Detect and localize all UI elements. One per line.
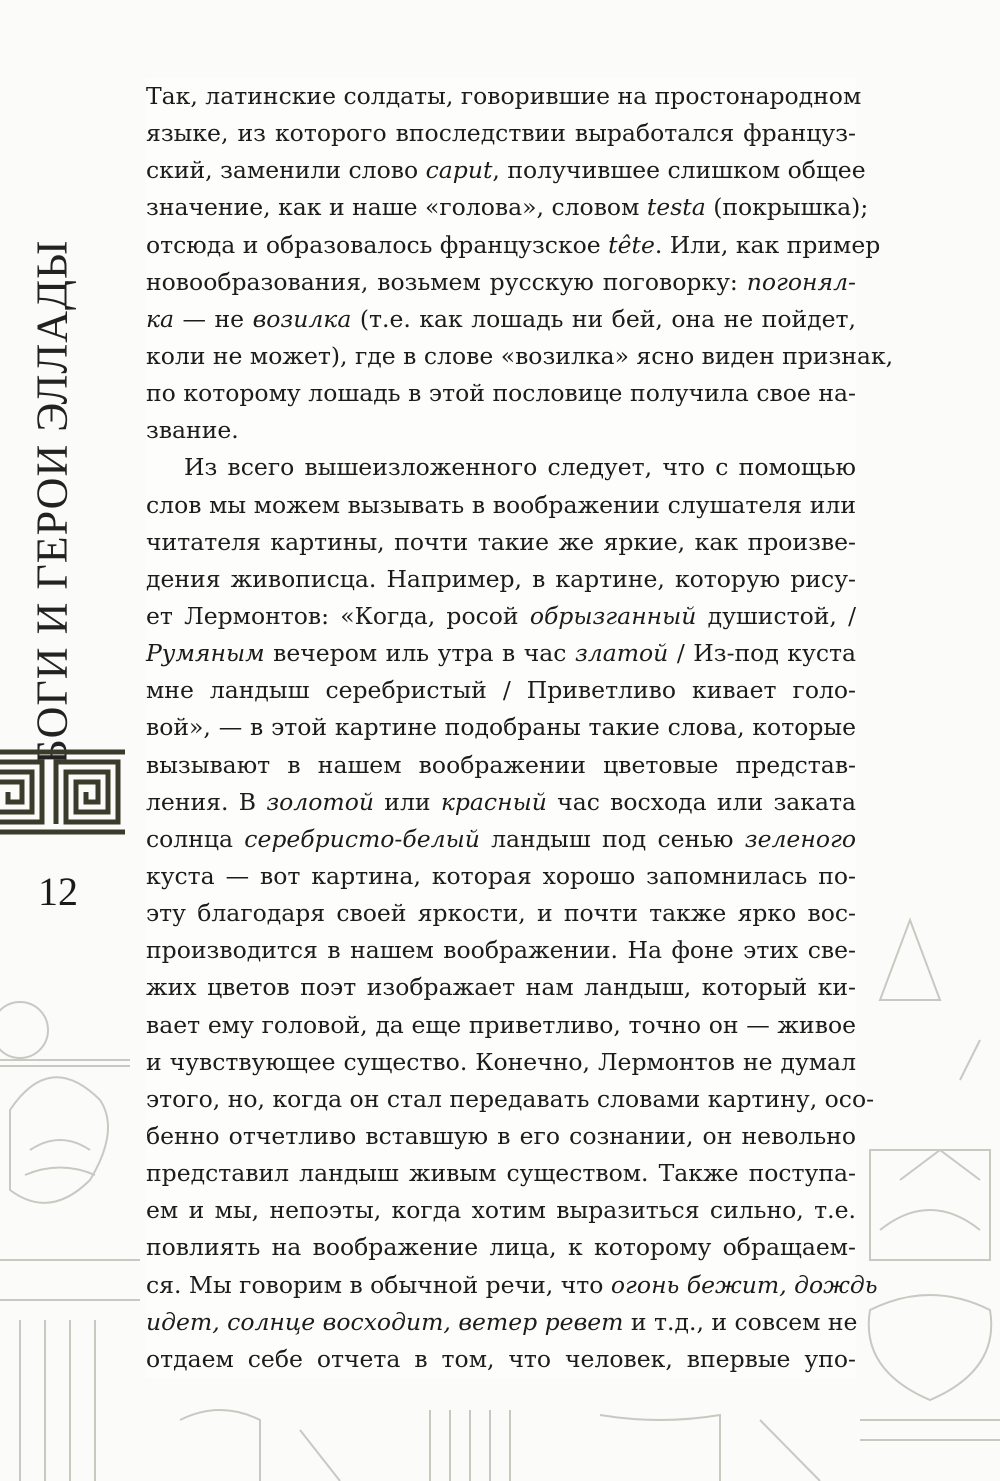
text-run: производится в нашем воображении. На фоне этих све-: [146, 936, 856, 965]
text-line: [146, 1155, 856, 1192]
text-run: читателя картины, почти такие же яркие, как произве-: [146, 527, 856, 556]
text-run: и чувствующее существо. Конечно, Лермонтов не думал: [146, 1047, 856, 1076]
text-line: [146, 1007, 856, 1044]
text-line: [146, 487, 856, 524]
text-run: ся. Мы говорим в обычной речи, что: [146, 1270, 611, 1299]
text-line: [146, 152, 866, 189]
italic-term: огонь бежит, дождь: [610, 1270, 878, 1299]
text-run: повлиять на воображение лица, к которому обращаем-: [146, 1233, 856, 1262]
text-run: душистой, /: [696, 601, 857, 630]
text-run: отдаем себе отчета в том, что человек, впервые упо-: [146, 1344, 856, 1373]
text-run: ландыш под сенью: [479, 824, 745, 853]
text-line: [146, 1044, 856, 1081]
italic-term: caput: [425, 156, 493, 185]
greek-key-ornament-icon: [0, 748, 125, 836]
body-text: [146, 78, 894, 1378]
text-run: вает ему головой, да еще приветливо, точно он — живое: [146, 1010, 856, 1039]
text-line: [146, 895, 856, 932]
text-run: отсюда и образовалось французское: [146, 230, 609, 259]
text-run: — не: [174, 304, 253, 333]
text-line: [146, 227, 881, 264]
text-line: [146, 821, 856, 858]
text-line: [146, 1341, 856, 1378]
text-line: [146, 1118, 856, 1155]
text-run: куста — вот картина, которая хорошо запомнилась по-: [146, 861, 856, 890]
text-line: [146, 375, 856, 412]
italic-term: златой: [574, 639, 669, 668]
text-run: или: [373, 787, 441, 816]
text-run: Из всего вышеизложенного следует, что с помощью: [184, 453, 856, 482]
text-run: по которому лошадь в этой пословице получила свое на-: [146, 379, 856, 408]
running-title: БОГИ И ГЕРОИ ЭЛЛАДЫ: [27, 239, 77, 765]
text-line: [146, 1081, 875, 1118]
text-line: [146, 524, 856, 561]
italic-term: ка: [146, 304, 175, 333]
text-run: солнца: [146, 824, 245, 853]
text-line: [146, 115, 856, 152]
text-run: языке, из которого впоследствии выработался француз-: [146, 119, 856, 148]
italic-term: серебристо-белый: [244, 824, 480, 853]
italic-term: зеленого: [744, 824, 856, 853]
text-run: вечером иль утра в час: [264, 639, 575, 668]
text-line: [146, 412, 856, 449]
text-run: ления. В: [146, 787, 267, 816]
text-run: бенно отчетливо вставшую в его сознании, он невольно: [146, 1121, 856, 1150]
text-run: ет Лермонтов: «Когда, росой: [146, 601, 530, 630]
text-line: [146, 784, 856, 821]
italic-term: tête: [608, 230, 655, 259]
italic-term: красный: [440, 787, 547, 816]
text-run: новообразования, возьмем русскую поговорку:: [146, 267, 747, 296]
text-line: [146, 709, 856, 746]
italic-term: testa: [646, 193, 706, 222]
text-run: дения живописца. Например, в картине, которую рису-: [146, 564, 856, 593]
text-run: (покрышка);: [705, 193, 869, 222]
text-run: жих цветов поэт изображает нам ландыш, который ки-: [146, 973, 856, 1002]
text-line: [146, 598, 856, 635]
text-run: (т.е. как лошадь ни бей, она не пойдет,: [351, 304, 857, 333]
text-line: [146, 338, 894, 375]
text-run: представил ландыш живым существом. Также поступа-: [146, 1159, 856, 1188]
italic-term: обрызганный: [529, 601, 697, 630]
text-line: [146, 858, 856, 895]
italic-term: погонял-: [746, 267, 856, 296]
text-line: [146, 747, 856, 784]
text-line: [146, 78, 862, 115]
text-run: ем и мы, непоэты, когда хотим выразиться сильно, т.е.: [146, 1196, 856, 1225]
italic-term: золотой: [266, 787, 374, 816]
text-run: ский, заменили слово: [146, 156, 426, 185]
text-run: час восхода или заката: [546, 787, 856, 816]
text-line: [146, 1304, 856, 1341]
text-run: вой», — в этой картине подобраны такие слова, которые: [146, 713, 856, 742]
text-run: вызывают в нашем воображении цветовые представ-: [146, 750, 856, 779]
text-line: [146, 1229, 856, 1266]
text-run: . Или, как пример: [654, 230, 881, 259]
text-line: [146, 561, 856, 598]
text-line: [146, 932, 856, 969]
page-number: 12: [38, 869, 78, 914]
text-run: этого, но, когда он стал передавать словами картину, осо-: [146, 1084, 875, 1113]
text-run: слов мы можем вызывать в воображении слушателя или: [146, 490, 856, 519]
italic-term: возилка: [252, 304, 352, 333]
text-run: Так, латинские солдаты, говорившие на простонародном: [146, 82, 862, 110]
text-line: [146, 1267, 878, 1304]
text-run: / Из-под куста: [668, 639, 856, 668]
text-run: коли не может), где в слове «возилка» ясно виден признак,: [146, 341, 894, 370]
text-line: [146, 672, 856, 709]
text-run: значение, как и наше «голова», словом: [146, 193, 647, 222]
text-run: звание.: [146, 416, 239, 445]
text-run: мне ландыш серебристый / Приветливо кивает голо-: [146, 676, 856, 705]
text-line: [146, 969, 856, 1006]
text-line: [146, 189, 869, 226]
text-run: , получившее слишком общее: [492, 156, 866, 185]
text-run: и т.д., и совсем не: [623, 1307, 858, 1336]
italic-term: идет, солнце восходит, ветер ревет: [146, 1307, 624, 1336]
text-line: [146, 264, 856, 301]
text-line: [146, 301, 856, 338]
text-run: эту благодаря своей яркости, и почти также ярко вос-: [146, 899, 856, 928]
italic-term: Румяным: [146, 639, 265, 668]
text-line: [146, 449, 856, 486]
text-line: [146, 635, 856, 672]
text-line: [146, 1192, 856, 1229]
